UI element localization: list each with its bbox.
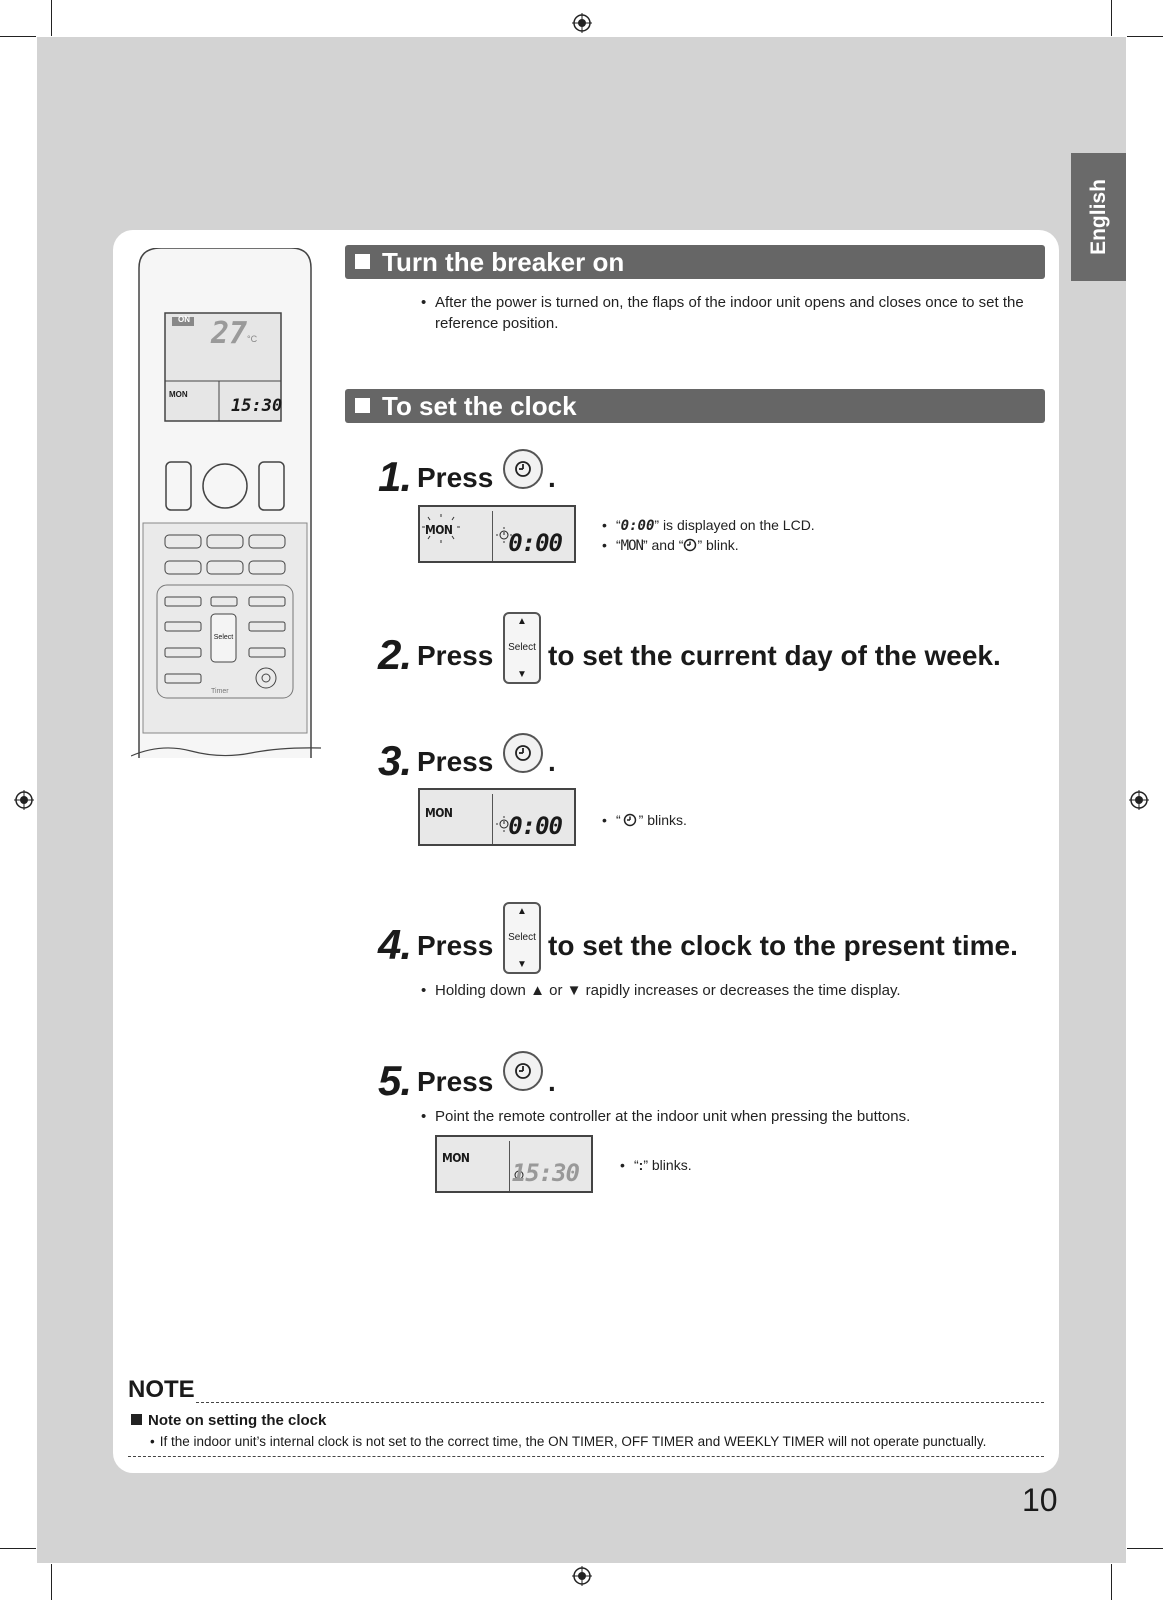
crop-mark bbox=[1127, 36, 1163, 37]
step-number: 1. bbox=[378, 453, 412, 500]
step-tail: . bbox=[548, 462, 556, 493]
step-tail: . bbox=[548, 1066, 556, 1097]
clock-button[interactable] bbox=[503, 449, 543, 489]
crop-mark bbox=[1111, 1564, 1112, 1600]
note-body: • If the indoor unit’s internal clock is not set to the correct time, the ON TIMER, OFF TIMER and WEEKLY TIMER will not operate punctually. bbox=[150, 1434, 987, 1449]
note-subtitle-text: Note on setting the clock bbox=[148, 1412, 327, 1429]
step-number: 3. bbox=[378, 737, 412, 784]
step-2 bbox=[378, 616, 1058, 685]
square-bullet-icon bbox=[355, 254, 370, 269]
lcd-code: MON bbox=[620, 538, 643, 554]
bullet-text: or bbox=[549, 982, 563, 999]
lcd-day: MON bbox=[425, 806, 453, 820]
step-press-label: Press bbox=[417, 640, 494, 671]
step-press-label: Press bbox=[417, 1066, 494, 1097]
triangle-down-icon: ▼ bbox=[566, 982, 582, 999]
section-header-clock bbox=[345, 389, 1045, 423]
step-1 bbox=[378, 447, 1028, 507]
step-3 bbox=[378, 731, 1028, 791]
remote-temp-unit: °C bbox=[247, 334, 258, 344]
section-header-breaker bbox=[345, 245, 1045, 279]
step-1-note-2: • “MON” and “ ” blink. bbox=[602, 537, 739, 554]
step-press-label: Press bbox=[417, 462, 494, 493]
remote-controller-illustration bbox=[131, 248, 321, 758]
step-4 bbox=[378, 906, 1078, 975]
note-body-text: If the indoor unit’s internal clock is not set to the correct time, the ON TIMER, OFF TIMER and WEEKLY TIMER will not operate punctually. bbox=[159, 1434, 987, 1449]
remote-time: 15:30 bbox=[231, 396, 283, 416]
square-bullet-icon bbox=[355, 398, 370, 413]
quote: “ bbox=[616, 517, 621, 533]
crop-mark bbox=[51, 0, 52, 36]
page-number: 10 bbox=[1022, 1482, 1058, 1518]
square-bullet-icon bbox=[131, 1414, 142, 1425]
bullet-text: Point the remote controller at the indoor unit when pressing the buttons. bbox=[435, 1108, 911, 1125]
note-title: NOTE bbox=[128, 1376, 195, 1403]
clock-icon bbox=[513, 743, 533, 763]
crop-mark bbox=[0, 36, 36, 37]
quote: “ bbox=[616, 812, 621, 828]
quote: “ bbox=[616, 537, 621, 553]
step-press-label: Press bbox=[417, 930, 494, 961]
select-label: Select bbox=[508, 932, 536, 943]
step-number: 5. bbox=[378, 1057, 412, 1104]
step-press-label: Press bbox=[417, 746, 494, 777]
breaker-bullet: • After the power is turned on, the flaps of the indoor unit opens and closes once to set the reference position. bbox=[421, 294, 1024, 332]
breaker-bullet-text: After the power is turned on, the flaps of the indoor unit opens and closes once to set the reference position. bbox=[435, 294, 1024, 332]
section-title: Turn the breaker on bbox=[382, 247, 625, 277]
note-text: ” blinks. bbox=[643, 1157, 692, 1173]
triangle-up-icon: ▲ bbox=[517, 616, 527, 627]
lcd-display-step-5 bbox=[435, 1135, 593, 1193]
lcd-display-step-1 bbox=[418, 505, 576, 563]
step-3-note: • “ ” blinks. bbox=[602, 812, 687, 828]
lcd-time: 15:30 bbox=[511, 1159, 579, 1187]
note-divider-bottom bbox=[128, 1456, 1044, 1457]
note-subtitle bbox=[131, 1412, 326, 1429]
language-tab-label: English bbox=[1086, 179, 1110, 255]
clock-icon bbox=[623, 813, 637, 827]
step-1-note-1: • “0:00” is displayed on the LCD. bbox=[602, 517, 815, 534]
bullet-text: rapidly increases or decreases the time display. bbox=[585, 982, 901, 999]
select-button[interactable] bbox=[503, 612, 541, 684]
note-text: ” is displayed on the LCD. bbox=[654, 517, 815, 533]
crop-mark bbox=[1111, 0, 1112, 36]
clock-icon bbox=[513, 459, 533, 479]
remote-on-label: ON bbox=[178, 315, 190, 324]
lcd-day: MON bbox=[442, 1151, 470, 1165]
quote: “ bbox=[634, 1157, 639, 1173]
bullet-text: Holding down bbox=[435, 982, 526, 999]
lcd-display-step-3 bbox=[418, 788, 576, 846]
blink-rays-icon bbox=[420, 513, 462, 543]
registration-mark-icon bbox=[572, 1566, 592, 1586]
language-tab bbox=[1071, 153, 1126, 281]
select-button[interactable] bbox=[503, 902, 541, 974]
triangle-down-icon: ▼ bbox=[517, 959, 527, 970]
triangle-up-icon: ▲ bbox=[517, 906, 527, 917]
step-number: 2. bbox=[378, 631, 412, 678]
crop-mark bbox=[51, 1564, 52, 1600]
step-tail: to set the current day of the week. bbox=[548, 640, 1001, 671]
clock-icon bbox=[683, 538, 697, 552]
clock-button[interactable] bbox=[503, 733, 543, 773]
triangle-up-icon: ▲ bbox=[530, 982, 545, 999]
crop-mark bbox=[1127, 1548, 1163, 1549]
step-number: 4. bbox=[378, 921, 412, 968]
remote-select-label: Select bbox=[213, 634, 234, 641]
colon-blink-icon: : bbox=[638, 1157, 644, 1173]
step-5 bbox=[378, 1051, 1028, 1111]
step-tail: to set the clock to the present time. bbox=[548, 930, 1018, 961]
registration-mark-icon bbox=[14, 790, 34, 810]
clock-icon bbox=[513, 1061, 533, 1081]
registration-mark-icon bbox=[1129, 790, 1149, 810]
lcd-time: 0:00 bbox=[508, 529, 562, 557]
step-4-bullet: • Holding down ▲ or ▼ rapidly increases or decreases the time display. bbox=[421, 982, 901, 999]
step-5-note: • “:” blinks. bbox=[620, 1157, 692, 1173]
step-tail: . bbox=[548, 746, 556, 777]
remote-day: MON bbox=[169, 390, 188, 399]
note-text: ” blink. bbox=[697, 537, 739, 553]
lcd-time: 0:00 bbox=[508, 812, 562, 840]
note-text: ” and “ bbox=[642, 537, 684, 553]
registration-mark-icon bbox=[572, 13, 592, 33]
crop-mark bbox=[0, 1548, 36, 1549]
triangle-down-icon: ▼ bbox=[517, 669, 527, 680]
remote-temperature: 27 bbox=[211, 316, 248, 351]
note-text: ” blinks. bbox=[638, 812, 687, 828]
note-divider-top bbox=[196, 1402, 1044, 1403]
lcd-day: MON bbox=[425, 523, 453, 537]
remote-timer-label: Timer bbox=[211, 688, 229, 695]
step-5-bullet: • Point the remote controller at the indoor unit when pressing the buttons. bbox=[421, 1108, 911, 1125]
clock-button[interactable] bbox=[503, 1051, 543, 1091]
lcd-code: 0:00 bbox=[620, 518, 655, 534]
select-label: Select bbox=[508, 642, 536, 653]
section-title: To set the clock bbox=[382, 391, 577, 421]
